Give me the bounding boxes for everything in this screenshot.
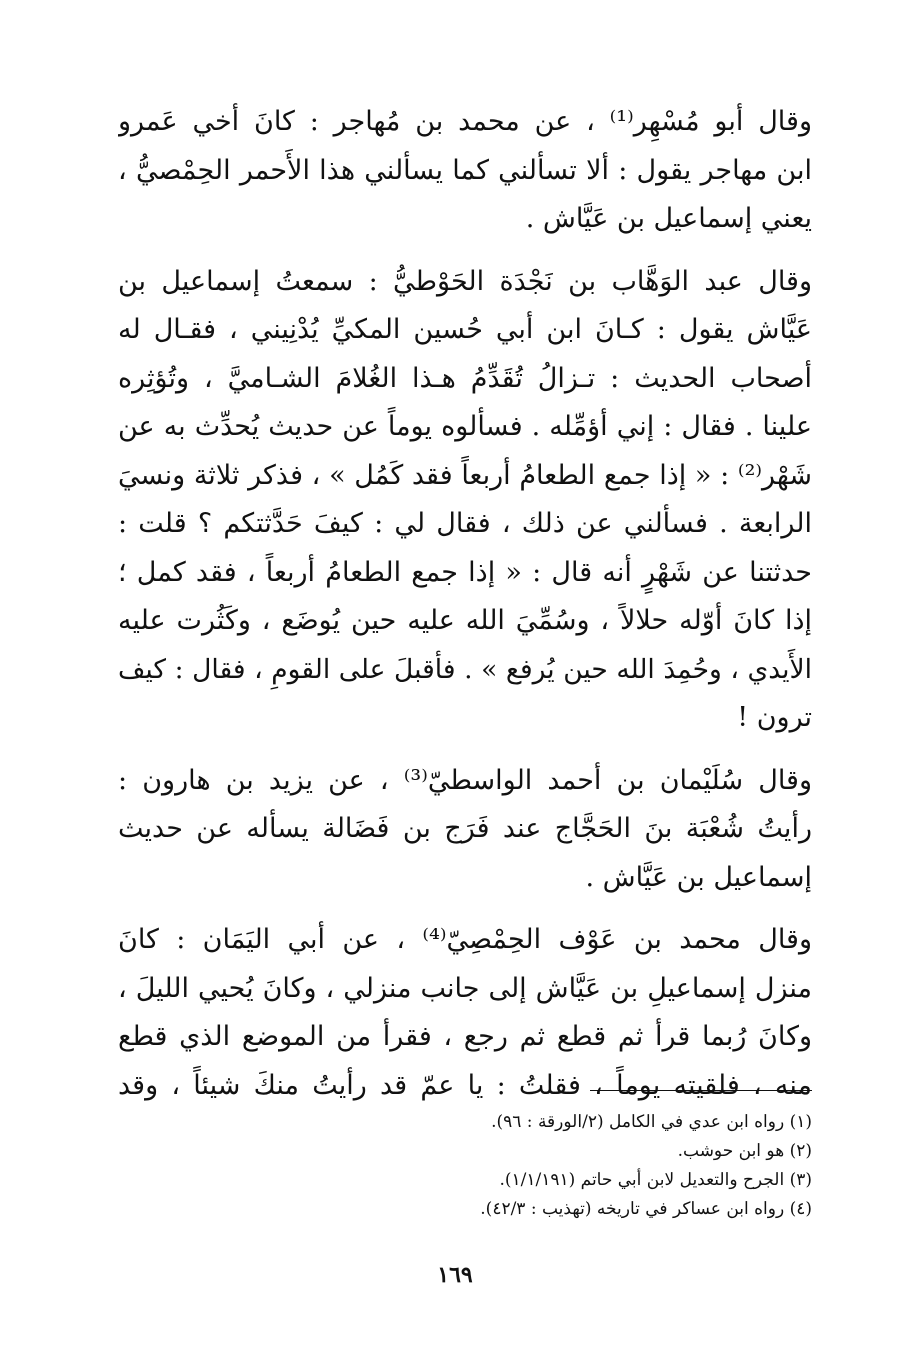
paragraph-2 [118, 258, 812, 743]
footnote-1: (١) رواه ابن عدي في الكامل (٢/الورقة : ٩٦). [491, 1112, 812, 1132]
text-line: منزل إسماعيلِ بن عَيَّاش إلى جانب منزلي ، وكانَ يُحيي الليلَ ، [118, 972, 812, 1004]
footnote-2: (٢) هو ابن حوشب. [677, 1141, 812, 1161]
text-line: عَيَّاش يقول : كـانَ ابن أبي حُسين المكيِّ يُدْنِيني ، فقـال له [118, 314, 812, 345]
footnote-4: (٤) رواه ابن عساكر في تاريخه (تهذيب : ٤٢/٣). [480, 1199, 812, 1219]
text-line: إسماعيل بن عَيَّاش . [585, 861, 812, 893]
page-number: ١٦٩ [437, 1262, 473, 1288]
text-line: رأيتُ شُعْبَة بنَ الحَجَّاج عند فَرَج بن فَضَالة يسأله عن حديث [118, 813, 812, 844]
main-text [118, 98, 812, 1124]
text-line: وقال محمد بن عَوْف الحِمْصِيّ⁽⁴⁾ ، عن أبي اليَمَان : كانَ [118, 924, 812, 955]
text-line: وكانَ رُبما قرأ ثم قطع ثم رجع ، فقرأ من الموضع الذي قطع [118, 1021, 812, 1052]
text-line: علينا . فقال : إني أؤمِّله . فسألوه يوماً عن حديث يُحدِّث به عن [118, 411, 812, 442]
text-line: الرابعة . فسألني عن ذلك ، فقال لي : كيفَ حَدَّثتكم ؟ قلت : [118, 508, 812, 539]
text-line: منه ، فلقيته يوماً ، فقلتُ : يا عمّ قد رأيتُ منكَ شيئاً ، وقد [118, 1069, 812, 1101]
footnote-3: (٣) الجرح والتعديل لابن أبي حاتم (١/١/١٩١). [499, 1170, 812, 1190]
text-line: حدثتنا عن شَهْرٍ أنه قال : « إذا جمع الطعامُ أربعاً ، فقد كمل ؛ [118, 556, 812, 588]
text-line: وقال سُلَيْمان بن أحمد الواسطيّ⁽³⁾ ، عن يزيد بن هارون : [118, 764, 812, 796]
text-line: ترون ! [737, 702, 812, 733]
text-line: ابن مهاجر يقول : ألا تسألني كما يسألني هذا الأَحمر الحِمْصيُّ ، [118, 154, 812, 186]
text-line: شَهْر⁽²⁾ : « إذا جمع الطعامُ أربعاً فقد كَمُل » ، فذكر ثلاثة ونسيَ [118, 459, 812, 491]
text-line: إذا كانَ أوّله حلالاً ، وسُمِّيَ الله عليه حين يُوضَع ، وكَثُرت عليه [118, 605, 812, 636]
text-line: يعني إسماعيل بن عَيَّاش . [525, 203, 812, 234]
paragraph-3 [118, 757, 812, 903]
footnotes [212, 1108, 812, 1224]
text-line: وقال عبد الوَهَّاب بن نَجْدَة الحَوْطيُّ : سمعتُ إسماعيل بن [118, 265, 812, 297]
text-line: أصحاب الحديث : تـزالُ تُقَدِّمُ هـذا الغُلامَ الشـاميَّ ، وتُؤثِره [118, 362, 812, 394]
paragraph-4 [118, 916, 812, 1110]
text-line: وقال أبو مُسْهِر⁽¹⁾ ، عن محمد بن مُهاجر : كانَ أخي عَمرو [118, 106, 812, 137]
paragraph-1 [118, 98, 812, 244]
text-line: الأَيدي ، وحُمِدَ الله حين يُرفع » . فأقبلَ على القومِ ، فقال : كيف [118, 653, 812, 685]
footnote-divider [590, 1090, 812, 1091]
